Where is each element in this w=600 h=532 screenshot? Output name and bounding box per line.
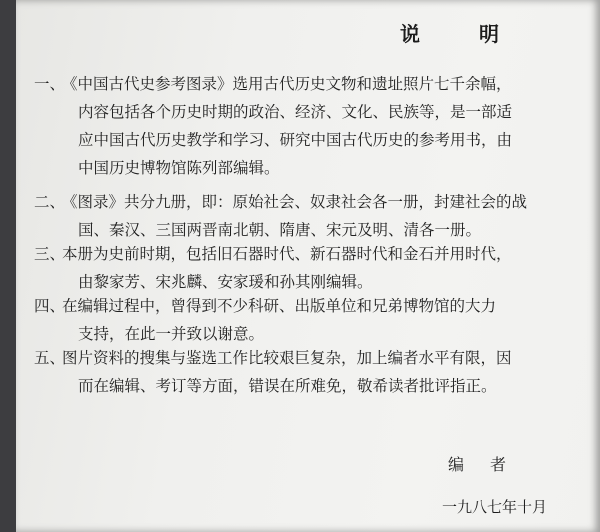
- item-line: 国、秦汉、三国两晋南北朝、隋唐、宋元及明、清各一册。: [78, 221, 482, 239]
- item-number: 五、: [34, 349, 66, 367]
- item-number: 一、: [34, 75, 66, 93]
- list-item: [34, 240, 596, 296]
- item-line: 由黎家芳、宋兆麟、安家瑗和孙其刚编辑。: [78, 273, 373, 291]
- list-item: [34, 292, 596, 348]
- list-item: [34, 70, 596, 182]
- item-line: 而在编辑、考订等方面，错误在所难免，敬希读者批评指正。: [78, 377, 497, 395]
- signature: 编者: [448, 455, 533, 474]
- item-line: 《图录》共分九册，即：原始社会、奴隶社会各一册，封建社会的战: [62, 193, 528, 211]
- page-title: 说 明: [400, 22, 525, 46]
- item-line: 应中国古代历史教学和学习、研究中国古代历史的参考用书，由: [78, 131, 513, 149]
- item-line: 中国历史博物馆陈列部编辑。: [78, 159, 280, 177]
- item-line: 图片资料的搜集与鉴选工作比较艰巨复杂，加上编者水平有限，因: [62, 349, 512, 367]
- item-line: 在编辑过程中，曾得到不少科研、出版单位和兄弟博物馆的大力: [62, 297, 497, 315]
- item-line: 内容包括各个历史时期的政治、经济、文化、民族等，是一部适: [78, 103, 513, 121]
- date: 一九八七年十月: [442, 498, 548, 516]
- item-number: 二、: [34, 193, 66, 211]
- item-line: 本册为史前时期，包括旧石器时代、新石器时代和金石并用时代，: [62, 245, 512, 263]
- item-line: 《中国古代史参考图录》选用古代历史文物和遗址照片七千余幅，: [62, 75, 512, 93]
- document-page: [16, 0, 600, 532]
- item-number: 三、: [34, 245, 66, 263]
- list-item: [34, 188, 596, 244]
- list-item: [34, 344, 596, 400]
- item-line: 支持，在此一并致以谢意。: [78, 325, 265, 343]
- item-number: 四、: [34, 297, 66, 315]
